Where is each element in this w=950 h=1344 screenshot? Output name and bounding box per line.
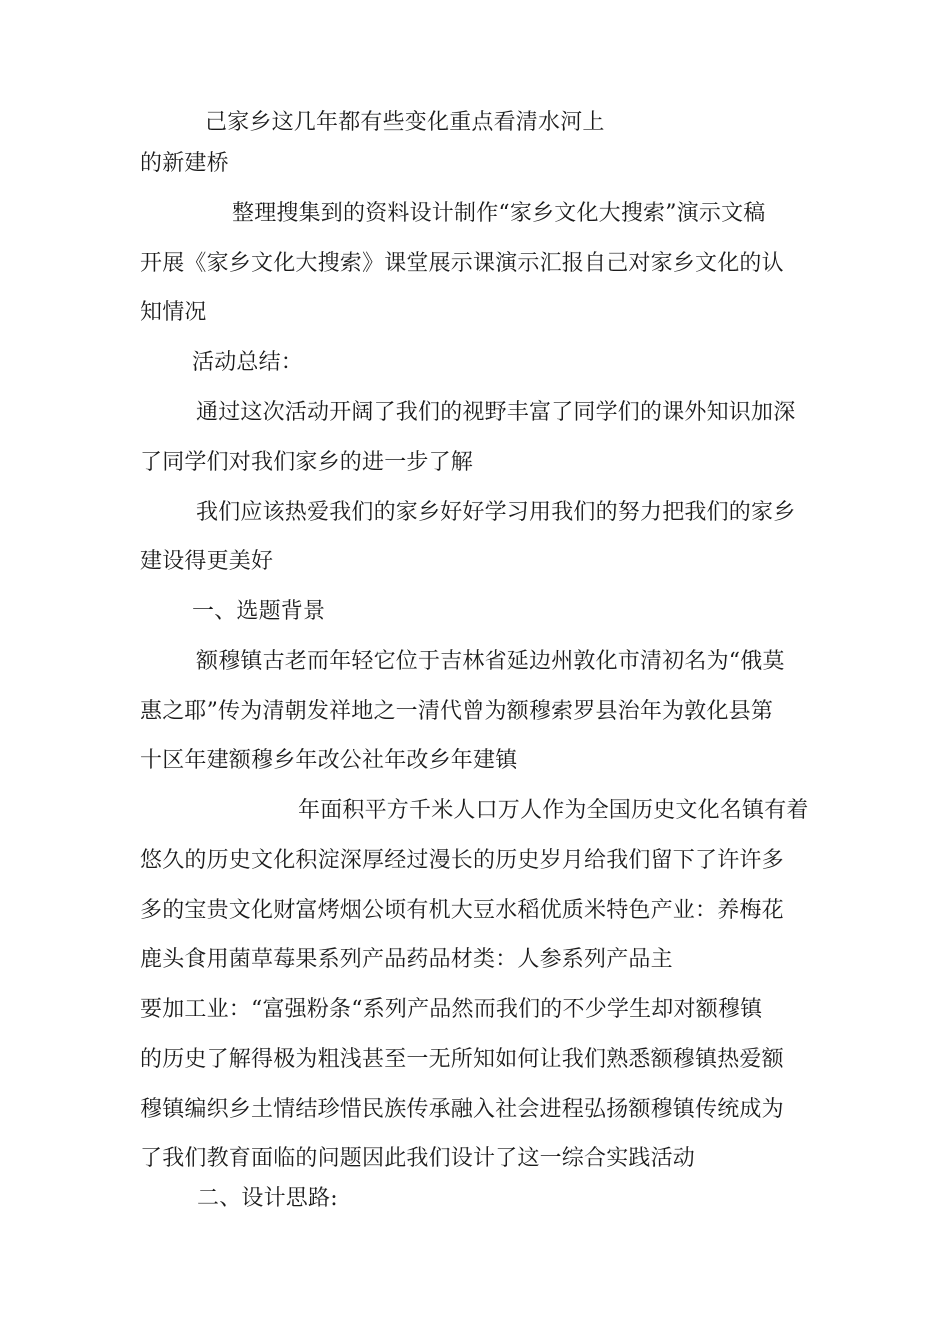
text-line: 的历史了解得极为粗浅甚至一无所知如何让我们熟悉额穆镇热爱额: [140, 1047, 784, 1072]
text-line: 了同学们对我们家乡的进一步了解: [140, 450, 474, 475]
text-line: 建设得更美好: [140, 549, 274, 574]
text-line: 我们应该热爱我们的家乡好好学习用我们的努力把我们的家乡: [196, 500, 796, 525]
text-line: 知情况: [140, 300, 207, 325]
text-line: 的新建桥: [140, 151, 229, 176]
text-line: 己家乡这几年都有些变化重点看清水河上: [205, 110, 605, 135]
section-heading: 活动总结：: [192, 350, 304, 375]
text-line: 惠之耶”传为清朝发祥地之一清代曾为额穆索罗县治年为敦化县第: [140, 699, 774, 724]
text-line: 十区年建额穆乡年改公社年改乡年建镇: [140, 748, 518, 773]
section-heading: 一、选题背景: [192, 599, 326, 624]
section-heading: 二、设计思路:: [197, 1186, 338, 1211]
text-line: 要加工业：“富强粉条“系列产品然而我们的不少学生却对额穆镇: [140, 997, 763, 1022]
text-line: 了我们教育面临的问题因此我们设计了这一综合实践活动: [140, 1146, 696, 1171]
text-line: 多的宝贵文化财富烤烟公顷有机大豆水稻优质米特色产业：养梅花: [140, 898, 784, 923]
text-line: 穆镇编织乡土情结珍惜民族传承融入社会进程弘扬额穆镇传统成为: [140, 1097, 784, 1122]
text-line: 额穆镇古老而年轻它位于吉林省延边州敦化市清初名为“俄莫: [196, 649, 785, 674]
text-line: 年面积平方千米人口万人作为全国历史文化名镇有着: [298, 798, 809, 823]
text-line: 鹿头食用菌草莓果系列产品药品材类：人参系列产品主: [140, 947, 673, 972]
text-line: 通过这次活动开阔了我们的视野丰富了同学们的课外知识加深: [196, 400, 796, 425]
text-line: 悠久的历史文化积淀深厚经过漫长的历史岁月给我们留下了许许多: [140, 848, 784, 873]
text-line: 整理搜集到的资料设计制作“家乡文化大搜索”演示文稿: [232, 201, 766, 226]
text-line: 开展《家乡文化大搜索》课堂展示课演示汇报自己对家乡文化的认: [140, 251, 784, 276]
